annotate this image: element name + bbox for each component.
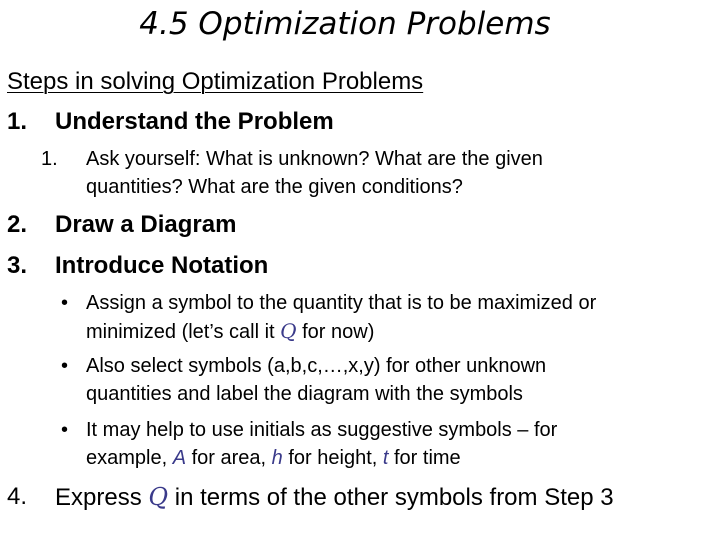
bullet-1-line-1: Assign a symbol to the quantity that is to be maximized or [86, 292, 597, 314]
text-run: minimized (let’s call it [86, 321, 275, 343]
bullet-2-line-1: Also select symbols (a,b,c,…,x,y) for other unknown [86, 355, 547, 377]
step-number: 2. [7, 211, 28, 238]
step-4 [7, 481, 719, 513]
text-run: example, [86, 447, 168, 469]
section-heading: Steps in solving Optimization Problems [7, 68, 424, 95]
step-1-subitem [41, 145, 681, 201]
step-number: 4. [7, 483, 28, 510]
symbol-q: Q [280, 319, 297, 343]
subitem-line-1: Ask yourself: What is unknown? What are the given [86, 148, 543, 170]
text-run: for time [394, 447, 461, 469]
bullet-3-line-1: It may help to use initials as suggestive symbols – for [86, 419, 558, 441]
text-run: in terms of the other symbols from Step 3 [174, 484, 614, 511]
symbol-a: A [172, 447, 187, 469]
symbol-h: h [271, 447, 283, 469]
subitem-line-2: quantities? What are the given conditions? [86, 176, 463, 198]
symbol-q: Q [148, 483, 169, 511]
text-run: Express [55, 484, 142, 511]
bullet-1-line-2 [86, 317, 374, 346]
text-run: for area, [191, 447, 267, 469]
bullet-marker: • [61, 419, 69, 441]
step-1 [7, 106, 607, 138]
symbol-t: t [382, 447, 389, 469]
step-label: Introduce Notation [55, 252, 269, 279]
bullet-3-line-2 [86, 444, 461, 472]
bullet-marker: • [61, 292, 69, 314]
bullet-2-line-2: quantities and label the diagram with the symbols [86, 383, 523, 405]
step-3 [7, 250, 607, 282]
step-number: 1. [7, 108, 28, 135]
step-label: Draw a Diagram [55, 211, 237, 238]
step-number: 3. [7, 252, 28, 279]
text-run: for height, [288, 447, 378, 469]
text-run: for now) [302, 321, 375, 343]
step-label [55, 481, 614, 514]
step-label: Understand the Problem [55, 108, 334, 135]
bullet-marker: • [61, 355, 69, 377]
page-title: 4.5 Optimization Problems [139, 6, 551, 42]
subitem-number: 1. [41, 148, 58, 170]
step-2 [7, 209, 607, 241]
